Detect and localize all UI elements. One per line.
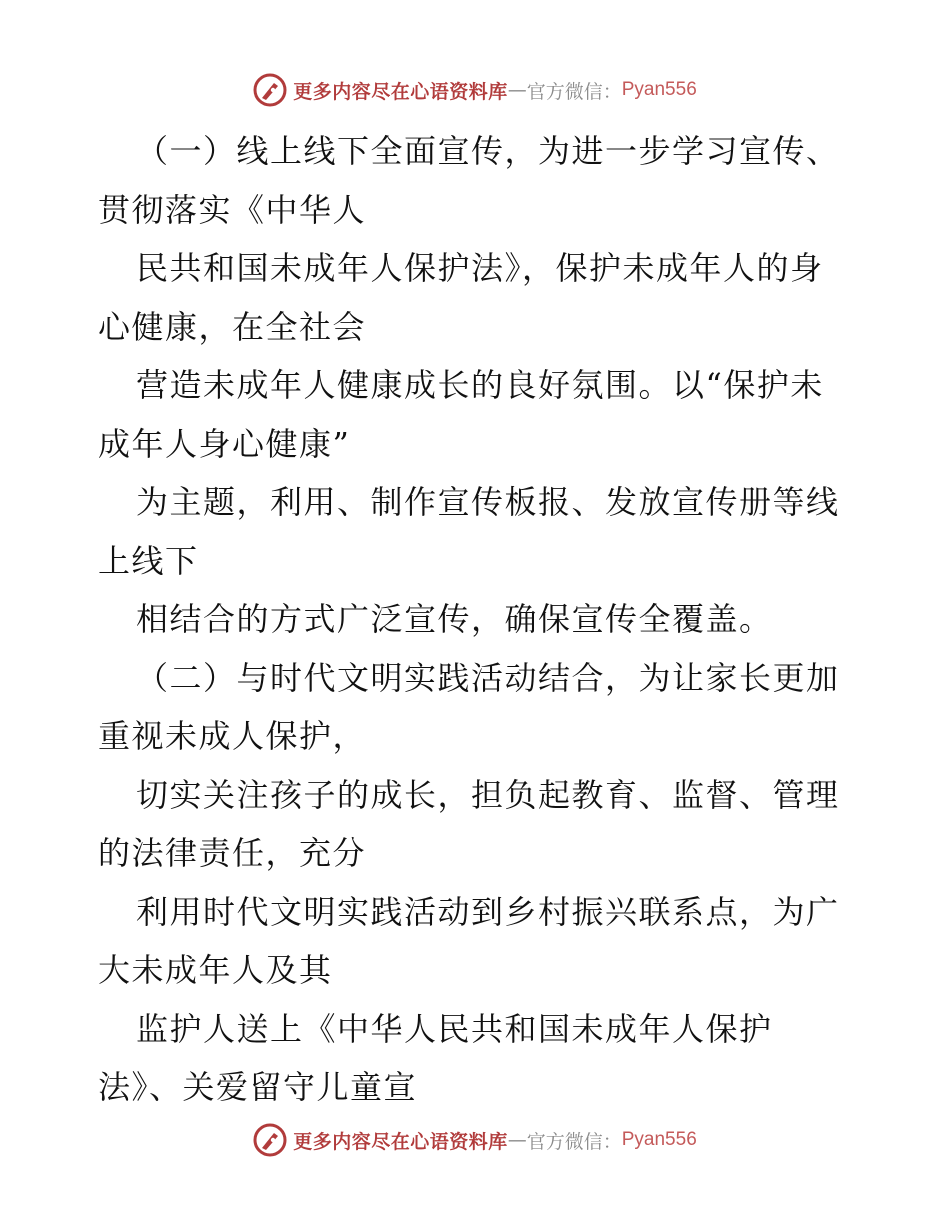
text-line: 成年人身心健康” [98, 424, 351, 463]
banner-dash: — [507, 79, 527, 101]
text-line: 切实关注孩子的成长，担负起教育、监督、管理 [136, 775, 840, 814]
text-line: 贯彻落实《中华人 [98, 190, 367, 229]
text-line: 心健康，在全社会 [98, 307, 367, 346]
text-line: 上线下 [98, 541, 199, 580]
text-line: 监护人送上《中华人民共和国未成年人保护 [136, 1009, 773, 1048]
text-line: 的法律责任，充分 [98, 834, 367, 872]
text-line: 为主题，利用、制作宣传板报、发放宣传册等线 [136, 483, 840, 521]
text-line: （二）与时代文明实践活动结合，为让家长更加 [136, 658, 840, 697]
text-line: 法》、关爱留守儿童宣 [98, 1068, 418, 1106]
text-line: 利用时代文明实践活动到乡村振兴联系点，为广 [136, 892, 840, 931]
banner-sub-text: 官方微信： [526, 1130, 622, 1153]
text-line: 相结合的方式广泛宣传，确保宣传全覆盖。 [136, 600, 773, 638]
text-line: （一）线上线下全面宣传，为进一步学习宣传、 [136, 132, 840, 170]
header-banner [0, 70, 950, 110]
pen-nib-circle-icon [253, 1123, 287, 1157]
banner-wechat-id: Pyan556 [621, 79, 697, 100]
text-line: 大未成年人及其 [98, 951, 333, 989]
banner-main-text: 更多内容尽在心语资料库 [293, 80, 508, 103]
text-line: 重视未成人保护， [98, 717, 367, 755]
text-line: 民共和国未成年人保护法》，保护未成年人的身 [136, 249, 824, 287]
text-line: 营造未成年人健康成长的良好氛围。以“保护未 [136, 366, 824, 404]
banner-sub-text: 官方微信： [526, 80, 622, 103]
banner-main-text: 更多内容尽在心语资料库 [293, 1130, 508, 1153]
footer-banner [0, 1120, 950, 1160]
document-body [98, 122, 868, 1117]
pen-nib-circle-icon [253, 73, 287, 107]
banner-wechat-id: Pyan556 [621, 1129, 697, 1150]
banner-dash: — [507, 1129, 527, 1151]
